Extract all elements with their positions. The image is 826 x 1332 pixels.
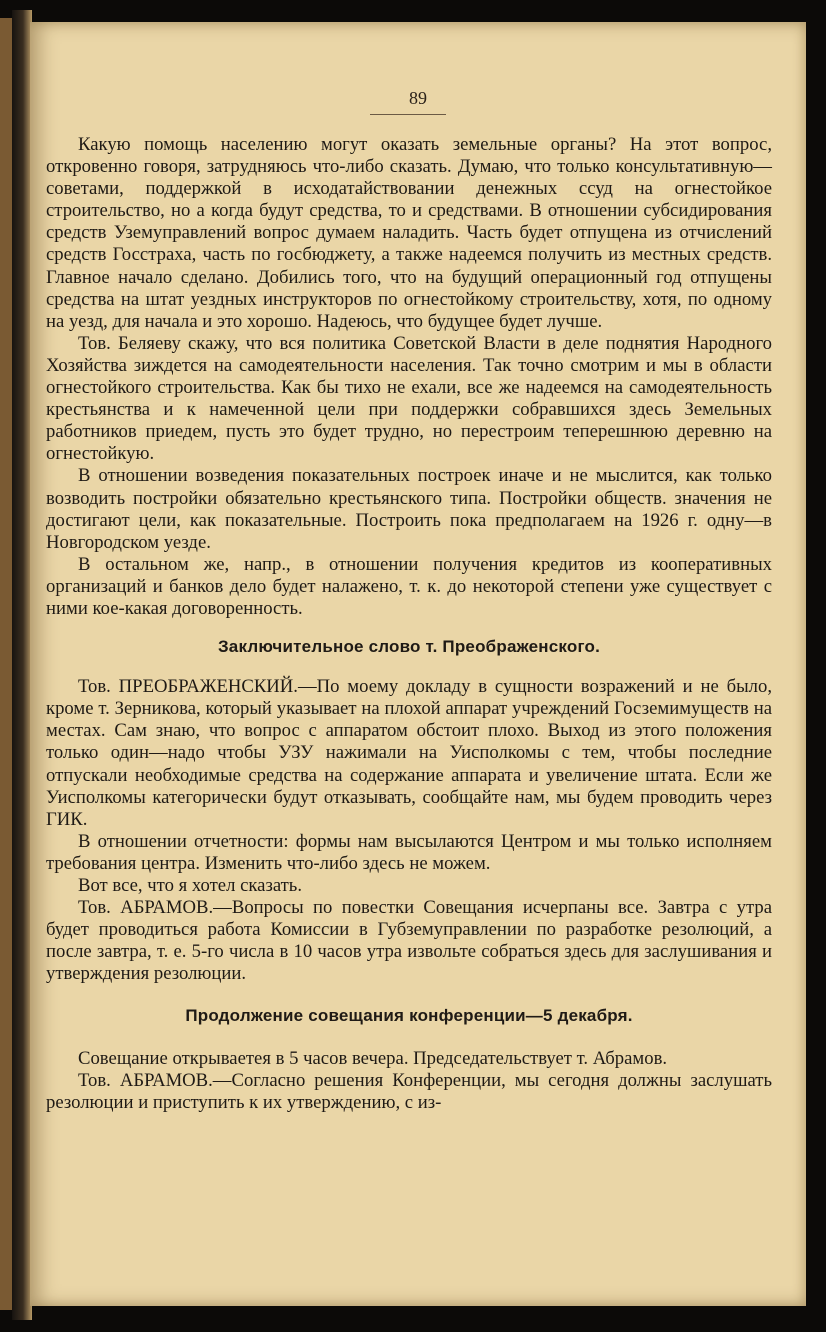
book-gutter: [12, 10, 32, 1320]
paragraph: В отношении отчетности: формы нам высылаются Центром и мы только исполняем требования центра. Изменить что-либо здесь не можем.: [46, 830, 772, 874]
paragraph: В отношении возведения показательных построек иначе и не мыслится, как только возводить постройки обязательно крестьянского типа. Постройки обществ. значения не достигают цели, как показательные. Построить пока предполагаем на 1926 г. одну—в Новгородском уезде.: [46, 465, 772, 553]
section-heading: Заключительное слово т. Преображенского.: [217, 637, 601, 657]
paragraph: Какую помощь населению могут оказать земельные органы? На этот вопрос, откровенно говоря, затрудняюсь что-либо сказать. Думаю, что только консультативную—советами, поддержкой в исходатайствовании денежных ссуд на огнестойкое строительство, но а когда будут средства, то и средствами. В отношении субсидирования средств Уземуправлений вопрос думаем наладить. Часть будет отпущена из отчислений средств Госстраха, часть по госбюджету, а также надеемся получить из местных средств. Главное начало сделано. Добились того, что на будущий операционный год отпущены средства на штат уездных инструкторов по огнестойкому строительству, хотя, по одному на уезд, для начала и это хорошо. Надеюсь, что будущее будет лучше.: [46, 134, 772, 332]
book-page: [30, 22, 806, 1306]
paragraph: Вот все, что я хотел сказать.: [78, 875, 303, 896]
paragraph: В остальном же, напр., в отношении получения кредитов из кооперативных организаций и банков дело будет налажено, т. к. до некоторой степени уже существует с ними кое-какая договоренность.: [46, 553, 772, 619]
paragraph: Тов. ПРЕОБРАЖЕНСКИЙ.—По моему докладу в сущности возражений и не было, кроме т. Зерникова, который указывает на плохой аппарат учреждений Госземимуществ на местах. Сам знаю, что вопрос с аппаратом обстоит плохо. Выход из этого положения только один—надо чтобы УЗУ нажимали на Уисполкомы с тем, чтобы последние отпускали необходимые средства на содержание аппарата и увеличение штата. Если же Уисполкомы категорически будут отказывать, сообщайте нам, мы будем проводить через ГИК.: [46, 676, 772, 830]
page-number-rule: [370, 114, 446, 115]
paragraph: Тов. АБРАМОВ.—Вопросы по повестки Совещания исчерпаны все. Завтра с утра будет проводиться работа Комиссии в Губземуправлении по разработке резолюций, а после завтра, т. е. 5-го числа в 10 часов утра извольте собраться здесь для заслушивания и утверждения резолюции.: [46, 897, 772, 985]
paragraph: Совещание открываетея в 5 часов вечера. Председательствует т. Абрамов.: [78, 1047, 668, 1069]
page-number: 89: [409, 88, 427, 108]
page-text: [46, 134, 772, 1114]
paragraph: Тов. АБРАМОВ.—Согласно решения Конференции, мы сегодня должны заслушать резолюции и приступить к их утверждению, с из-: [46, 1069, 772, 1113]
section-heading: Продолжение совещания конференции—5 декабря.: [185, 1006, 633, 1026]
paragraph: Тов. Беляеву скажу, что вся политика Советской Власти в деле поднятия Народного Хозяйства зиждется на самодеятельности населения. Так точно смотрим и мы в области огнестойкого строительства. Как бы тихо не ехали, все же надеемся на самодеятельность крестьянства и к намеченной цели при поддержки собравшихся здесь Земельных работников приедем, пусть это будет трудно, но перестроим теперешнюю деревню на огнестойкую.: [46, 332, 772, 465]
